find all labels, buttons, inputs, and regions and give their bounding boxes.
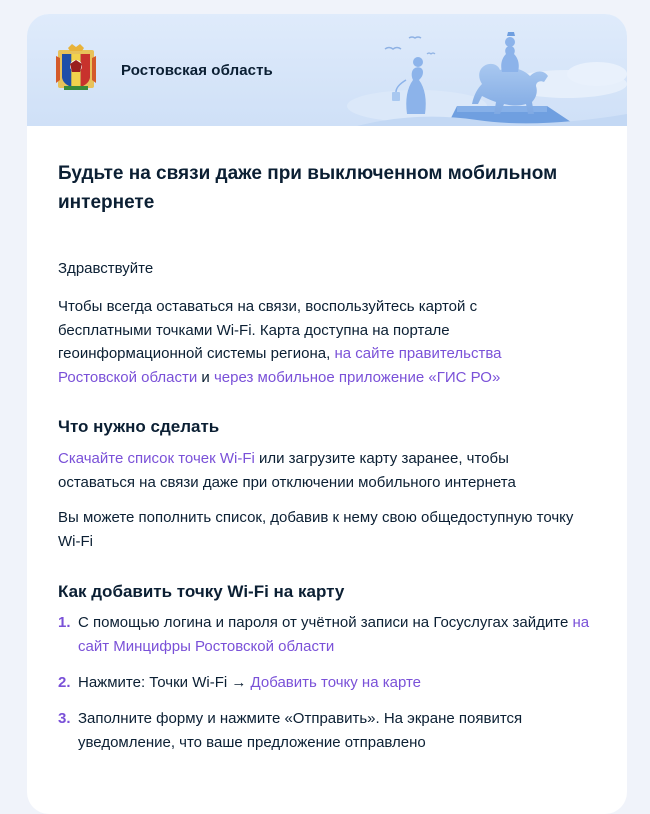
add-point-on-map-link[interactable]: Добавить точку на карте [250,674,422,691]
download-wifi-list-link[interactable]: Скачайте список точек Wi-Fi [58,450,255,467]
step-number: 1. [58,614,71,631]
region-name: Ростовская область [121,62,273,79]
section-what-to-do-heading: Что нужно сделать [58,417,220,436]
intro-text-2: и [197,368,214,386]
download-paragraph [58,447,558,494]
step-text [78,611,603,658]
download-paragraph-text: или загрузите карту заранее, чтобы оставаться на связи даже при отключении мобильного интернета [58,450,516,491]
list-item [58,707,603,754]
step-number: 2. [58,674,71,691]
header-banner [27,14,627,126]
step-text: Заполните форму и нажмите «Отправить». На экране появится уведомление, что ваше предложение отправлено [78,710,523,751]
list-item [58,611,603,658]
gis-app-link[interactable]: через мобильное приложение «ГИС РО» [213,368,501,386]
section-how-to-add-heading: Как добавить точку Wi-Fi на карту [58,582,345,601]
intro-paragraph [58,295,548,389]
step-number: 3. [58,710,71,727]
greeting: Здравствуйте [58,260,154,277]
list-item [58,671,603,695]
cossack-monument-illustration [297,14,627,126]
step-text [78,671,603,695]
email-title: Будьте на связи даже при выключенном мобильном интернете [58,163,558,213]
government-site-link[interactable]: на сайте правительства Ростовской области [58,345,502,386]
email-card [27,14,627,814]
mintsifry-site-link[interactable]: на сайт Минцифры Ростовской области [78,614,590,655]
intro-text-1: Чтобы всегда оставаться на связи, воспользуйтесь картой с бесплатными точками Wi-Fi. Карта доступна на портале геоинформационной системы региона, [58,298,478,362]
coat-of-arms-icon [56,42,96,92]
add-point-paragraph: Вы можете пополнить список, добавив к нему свою общедоступную точку Wi-Fi [58,509,574,550]
step-2-text: Нажмите: Точки Wi-Fi → [78,674,251,691]
step-1-text: С помощью логина и пароля от учётной записи на Госуслугах зайдите [78,614,573,631]
